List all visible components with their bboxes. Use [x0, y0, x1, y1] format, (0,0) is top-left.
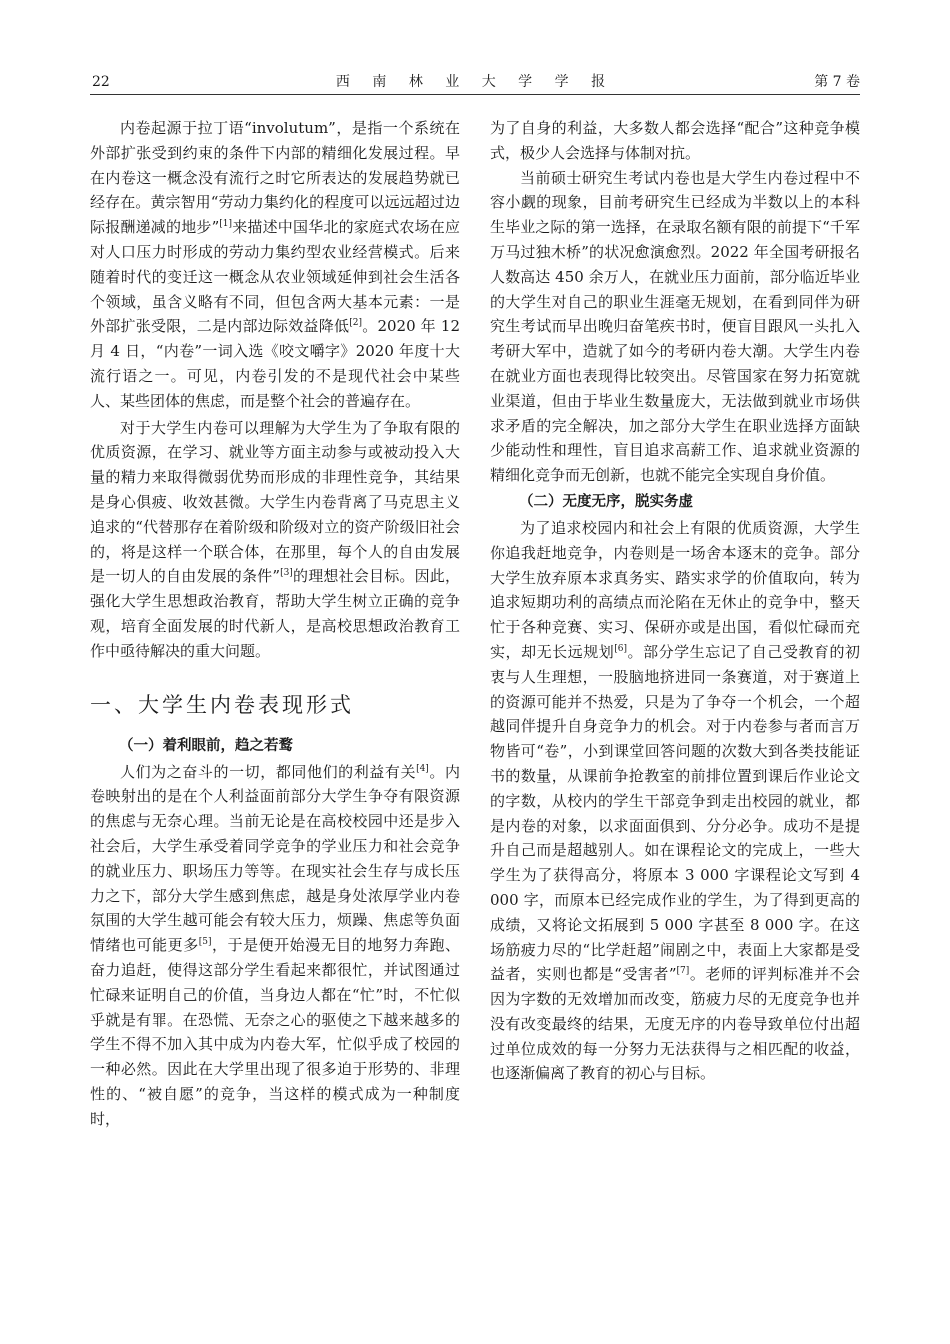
paragraph: [490, 516, 860, 1086]
paragraph-text: 。内卷映射出的是在个人利益面前部分大学生争夺有限资源的焦虑与无奈心理。当前无论是在高校校园中还是步入社会后，大学生承受着同学竞争的学业压力和社会竞争的就业压力、职场压力等等。在现实社会生存与成长压力之下，部分大学生感到焦虑，越是身处浓厚学业内卷氛围的大学生越可能会有较大压力，烦躁、焦虑等负面情绪也可能更多: [90, 762, 460, 955]
section-title: 一、大学生内卷表现形式: [90, 692, 354, 717]
paragraph: [90, 416, 460, 664]
subsection-title: （二）无度无序，脱实务虚: [519, 493, 693, 510]
volume-label: 第 7 卷: [814, 74, 860, 90]
subsection-title: （一）着利眼前，趋之若鹜: [119, 737, 293, 754]
paragraph-text: 的理想社会目标。因此，强化大学生思想政治教育，帮助大学生树立正确的竞争观，培育全面发展的时代新人，是高校思想政治教育工作中亟待解决的重大问题。: [90, 567, 460, 660]
citation: [7]: [676, 966, 690, 977]
citation: [2]: [349, 318, 362, 329]
paragraph: [90, 116, 460, 414]
right-column: [490, 116, 860, 1086]
page-number: 22: [92, 74, 110, 90]
paragraph: 当前硕士研究生考试内卷也是大学生内卷过程中不容小觑的现象，目前考研究生已经成为半数以上的本科生毕业之际的第一选择，在录取名额有限的前提下“千军万马过独木桥”的状况愈演愈烈。2022 年全国考研报名人数高达 450 余万人，在就业压力面前，部分临近毕业的大学生对自己的职业生涯毫无规划，在看到同伴为研究生考试而早出晚归奋笔疾书时，便盲目跟风一头扎入考研大军中，造就了如今的考研内卷大潮。大学生内卷在就业方面也表现得比较突出。尽管国家在努力拓宽就业渠道，但由于毕业生数量庞大，无法做到就业市场供求矛盾的完全解决，加之部分大学生在职业选择方面缺少能动性和理性，盲目追求高薪工作、追求就业资源的精细化竞争而无创新，也就不能完全实现自身价值。: [490, 168, 860, 485]
paragraph-text: 。2020 年 12 月 4 日，“内卷”一词入选《咬文嚼字》2020 年度十大流行语之一。可见，内卷引发的不是现代社会中某些人、某些团体的焦虑，而是整个社会的普遍存在。: [90, 317, 460, 410]
paragraph-text: 为了追求校园内和社会上有限的优质资源，大学生你追我赶地竞争，内卷则是一场舍本逐末的竞争。部分大学生放弃原本求真务实、踏实求学的价值取向，转为追求短期功利的高绩点而沦陷在无休止的竞争中，整天忙于各种竞赛、实习、保研亦或是出国，看似忙碌而充实，却无长远规划: [490, 518, 860, 661]
paragraph: [90, 760, 460, 1132]
citation: [6]: [614, 643, 628, 654]
paragraph: 为了自身的利益，大多数人都会选择“配合”这种竞争模式，极少人会选择与体制对抗。: [490, 119, 860, 162]
paragraph-text: ，于是便开始漫无目的地努力奔跑、奋力追赶，使得这部分学生看起来都很忙，并试图通过忙碌来证明自己的价值，当身边人都在“忙”时，不忙似乎就是有罪。在恐慌、无奈之心的驱使之下越来越多的学生不得不加入其中成为内卷大军，忙似乎成了校园的一种必然。因此在大学里出现了很多迫于形势的、非理性的、“被自愿”的竞争，当这样的模式成为一种制度时，: [90, 936, 460, 1128]
paragraph-text: 内卷起源于拉丁语“involutum”，是指一个系统在外部扩张受到约束的条件下内部的精细化发展过程。早在内卷这一概念没有流行之时它所表达的发展趋势就已经存在。黄宗智用“劳动力集约化的程度可以远远超过边际报酬递减的地步”: [90, 119, 460, 237]
paragraph-text: 人们为之奋斗的一切，都同他们的利益有关: [120, 762, 417, 781]
paragraph-text: 来描述中国华北的家庭式农场在应对人口压力时形成的劳动力集约型农业经营模式。后来随着时代的变迁这一概念从农业领域延伸到社会生活各个领域，虽含义略有不同，但包含两大基本元素：一是外部扩张受限，二是内部边际效益降低: [90, 218, 460, 336]
citation: [5]: [198, 937, 212, 948]
left-column: [90, 116, 460, 1131]
paragraph-text: 。部分学生忘记了自己受教育的初衷与人生理想，一股脑地挤进同一条赛道，对于赛道上的资源可能并不热爱，只是为了争夺一个机会，一个超越同伴提升自身竞争力的机会。对于内卷参与者而言万物皆可“卷”，小到课堂回答问题的次数大到各类技能证书的数量，从课前争抢教室的前排位置到课后作业论文的字数，从校内的学生干部竞争到走出校园的就业，都是内卷的对象，以求面面俱到、分分必争。成功不是提升自己而是超越别人。如在课程论文的完成上，一些大学生为了获得高分，将原本 3 000 字课程论文写到 4 000 字，而原本已经完成作业的学生，为了得到更高的成绩，又将论文拓展到 5 000 字甚至 8 000 字。在这场筋疲力尽的“比学赶超”闹剧之中，表面上大家都是受益者，实则也都是“受害者”: [490, 642, 860, 984]
citation: [3]: [280, 568, 293, 579]
paragraph-text: 。老师的评判标准并不会因为字数的无效增加而改变，筋疲力尽的无度竞争也并没有改变最终的结果，无度无序的内卷导致单位付出超过单位成效的每一分努力无法获得与之相匹配的收益，也逐渐偏离了教育的初心与目标。: [490, 965, 860, 1083]
citation: [1]: [219, 219, 233, 230]
paragraph-text: 对于大学生内卷可以理解为大学生为了争取有限的优质资源，在学习、就业等方面主动参与或被动投入大量的精力来取得微弱优势而形成的非理性竞争，其结果是身心俱疲、收效甚微。大学生内卷背离了马克思主义追求的“代替那存在着阶级和阶级对立的资产阶级旧社会的，将是这样一个联合体，在那里，每个人的自由发展是一切人的自由发展的条件”: [90, 418, 460, 586]
citation: [4]: [416, 763, 429, 774]
running-header: [90, 70, 860, 95]
journal-title: 西 南 林 业 大 学 学 报: [335, 74, 615, 90]
